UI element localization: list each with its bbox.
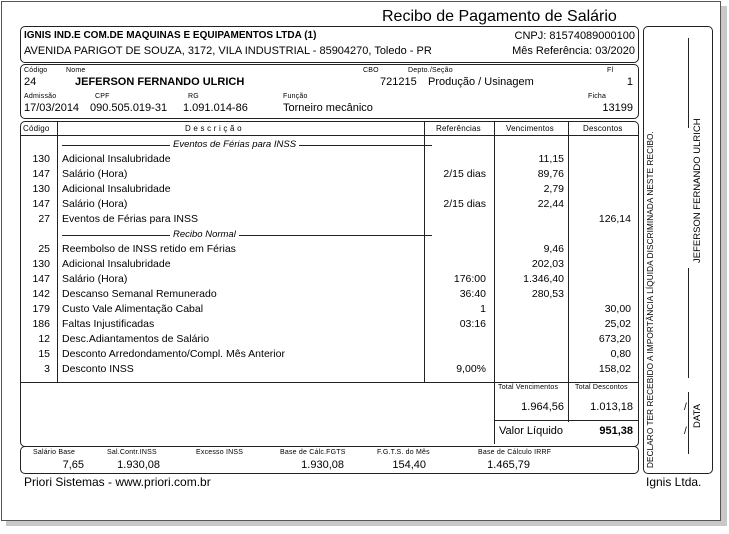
table-row [20, 363, 632, 378]
label-fgts-base: Base de Cálc.FGTS [280, 449, 346, 456]
cell-desc: Adicional Insalubridade [62, 258, 171, 270]
cell-earn: 22,44 [537, 198, 564, 210]
table-row [20, 183, 632, 198]
fgts-base-value: 1.930,08 [301, 459, 344, 471]
cell-desc: Salário (Hora) [62, 273, 128, 285]
contr-inss-value: 1.930,08 [117, 459, 160, 471]
col-disc-header: Descontos [583, 124, 623, 133]
cell-desc: Desconto Arredondamento/Compl. Mês Anterior [62, 348, 285, 360]
cell-earn: 280,53 [531, 288, 564, 300]
salary-base-value: 7,65 [62, 459, 84, 471]
table-row [20, 318, 632, 333]
label-name: Nome [66, 67, 86, 74]
cell-earn: 9,46 [543, 243, 564, 255]
label-fl: Fl [607, 67, 614, 74]
date-label: DATA [692, 404, 703, 428]
label-contr-inss: Sal.Contr.INSS [107, 449, 157, 456]
footer-right: Ignis Ltda. [646, 475, 702, 489]
col-desc-header: D e s c r i ç ã o [185, 124, 242, 133]
cell-disc: 158,02 [598, 363, 631, 375]
section-row [20, 228, 632, 243]
cell-desc: Adicional Insalubridade [62, 183, 171, 195]
company-name: IGNIS IND.E COM.DE MAQUINAS E EQUIPAMENTOS LTDA (1) [24, 30, 317, 41]
table-row [20, 333, 632, 348]
cell-disc: 25,02 [604, 318, 631, 330]
cell-code: 130 [32, 153, 50, 165]
irrf-base-value: 1.465,79 [487, 459, 530, 471]
date-slash-1: / [684, 402, 687, 413]
cell-ref: 2/15 dias [443, 198, 486, 210]
col-earn-header: Vencimentos [506, 124, 555, 133]
cell-desc: Faltas Injustificadas [62, 318, 155, 330]
total-disc-value: 1.013,18 [590, 401, 633, 413]
cell-earn: 11,15 [538, 153, 564, 165]
cell-code: 142 [32, 288, 50, 300]
employee-rg: 1.091.014-86 [183, 102, 248, 114]
label-admission: Admissão [24, 93, 57, 100]
cell-disc: 30,00 [604, 303, 631, 315]
cell-ref: 2/15 dias [443, 168, 486, 180]
label-fgts-month: F.G.T.S. do Mês [377, 449, 430, 456]
cell-ref: 36:40 [459, 288, 486, 300]
label-ficha: Ficha [588, 93, 607, 100]
fgts-month-value: 154,40 [392, 459, 426, 471]
employee-dept: Produção / Usinagem [428, 76, 534, 88]
cell-code: 27 [38, 213, 50, 225]
table-row [20, 243, 632, 258]
employee-name: JEFERSON FERNANDO ULRICH [75, 76, 245, 88]
cell-desc: Desconto INSS [62, 363, 134, 375]
cell-earn: 89,76 [537, 168, 564, 180]
cell-code: 147 [32, 273, 50, 285]
cell-code: 147 [32, 168, 50, 180]
declaration-text: DECLARO TER RECEBIDO A IMPORTÂNCIA LÍQUIDA DISCRIMINADA NESTE RECIBO. [646, 131, 655, 468]
cell-disc: 673,20 [598, 333, 631, 345]
employee-code: 24 [24, 76, 37, 88]
table-row [20, 348, 632, 363]
label-cbo: CBO [363, 67, 379, 74]
cell-desc: Custo Vale Alimentação Cabal [62, 303, 204, 315]
table-row [20, 303, 632, 318]
signature-name: JEFERSON FERNANDO ULRICH [692, 118, 703, 263]
net-label: Valor Líquido [499, 425, 564, 437]
cell-code: 147 [32, 198, 50, 210]
cell-code: 12 [38, 333, 50, 345]
table-row [20, 198, 632, 213]
label-dept: Depto./Seção [408, 67, 453, 74]
table-row [20, 168, 632, 183]
employee-ficha: 13199 [602, 102, 633, 114]
cell-earn: 1.346,40 [523, 273, 564, 285]
label-salary-base: Salário Base [33, 449, 76, 456]
label-function: Função [283, 93, 308, 100]
net-value: 951,38 [599, 425, 633, 437]
cell-code: 130 [32, 183, 50, 195]
table-row [20, 288, 632, 303]
label-cpf: CPF [95, 93, 110, 100]
label-code: Código [24, 67, 48, 74]
company-cnpj: CNPJ: 81574089000100 [514, 30, 635, 42]
label-excess-inss: Excesso INSS [196, 449, 244, 456]
cell-code: 130 [32, 258, 50, 270]
cell-code: 179 [32, 303, 50, 315]
cell-earn: 2,79 [543, 183, 564, 195]
cell-code: 25 [38, 243, 50, 255]
cell-disc: 126,14 [598, 213, 631, 225]
table-row [20, 273, 632, 288]
cell-desc: Reembolso de INSS retido em Férias [62, 243, 236, 255]
cell-desc: Desc.Adiantamentos de Salário [62, 333, 210, 345]
cell-ref: 176:00 [453, 273, 486, 285]
total-earn-value: 1.964,56 [521, 401, 564, 413]
cell-ref: 1 [480, 303, 486, 315]
company-address: AVENIDA PARIGOT DE SOUZA, 3172, VILA INDUSTRIAL - 85904270, Toledo - PR [24, 45, 432, 57]
section-row [20, 138, 632, 153]
cell-desc: Salário (Hora) [62, 168, 128, 180]
total-disc-label: Total Descontos [575, 384, 628, 391]
employee-fl: 1 [626, 76, 633, 88]
table-row [20, 258, 632, 273]
label-irrf-base: Base de Cálculo IRRF [478, 449, 552, 456]
table-row [20, 213, 632, 228]
footer-left: Priori Sistemas - www.priori.com.br [24, 475, 211, 489]
employee-function: Torneiro mecânico [283, 102, 373, 114]
cell-desc: Eventos de Férias para INSS [62, 213, 198, 225]
col-ref-header: Referências [436, 124, 481, 133]
employee-admission: 17/03/2014 [24, 102, 80, 114]
table-row [20, 153, 632, 168]
cell-earn: 202,03 [531, 258, 564, 270]
page-title: Recibo de Pagamento de Salário [382, 8, 617, 25]
employee-cpf: 090.505.019-31 [90, 102, 168, 114]
total-earn-label: Total Vencimentos [498, 384, 559, 391]
col-code-header: Código [23, 124, 50, 133]
cell-ref: 9,00% [456, 363, 486, 375]
employee-cbo: 721215 [380, 76, 417, 88]
cell-code: 186 [32, 318, 50, 330]
label-rg: RG [188, 93, 199, 100]
cell-desc: Adicional Insalubridade [62, 153, 171, 165]
cell-desc: Descanso Semanal Remunerado [62, 288, 217, 300]
table-body [20, 138, 638, 382]
cell-code: 15 [38, 348, 50, 360]
reference-month: Mês Referência: 03/2020 [512, 45, 635, 57]
section-title: Recibo Normal [170, 229, 239, 240]
section-title: Eventos de Férias para INSS [170, 139, 299, 150]
cell-ref: 03:16 [459, 318, 486, 330]
cell-disc: 0,80 [610, 348, 631, 360]
cell-code: 3 [44, 363, 50, 375]
cell-desc: Salário (Hora) [62, 198, 128, 210]
date-slash-2: / [684, 426, 687, 437]
